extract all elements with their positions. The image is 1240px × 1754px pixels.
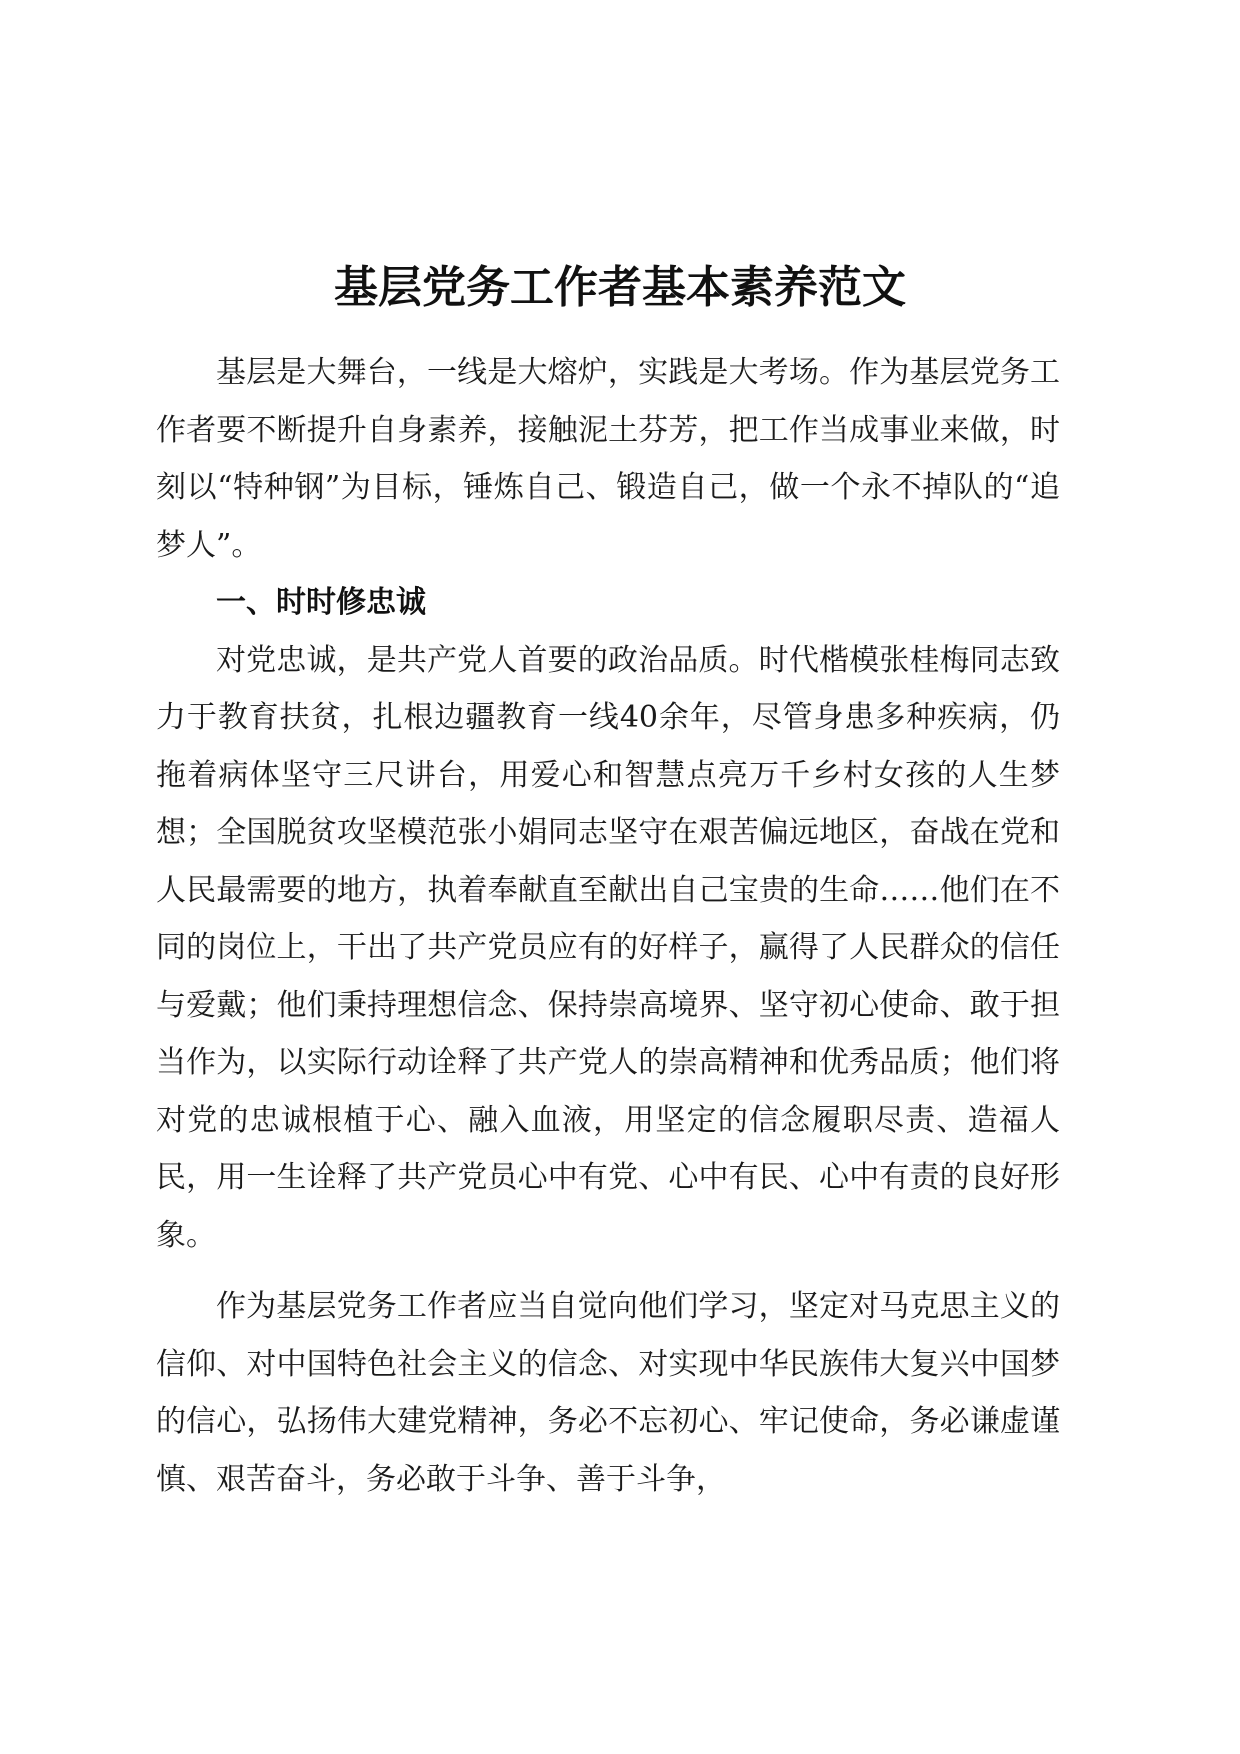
body-paragraph: 对党忠诚，是共产党人首要的政治品质。时代楷模张桂梅同志致力于教育扶贫，扎根边疆教育一线40余年，尽管身患多种疾病，仍拖着病体坚守三尺讲台，用爱心和智慧点亮万千乡村女孩的人生梦想；全国脱贫攻坚模范张小娟同志坚守在艰苦偏远地区，奋战在党和人民最需要的地方，执着奉献直至献出自己宝贵的生命……他们在不同的岗位上，干出了共产党员应有的好样子，赢得了人民群众的信任与爱戴；他们秉持理想信念、保持崇高境界、坚守初心使命、敢于担当作为，以实际行动诠释了共产党人的崇高精神和优秀品质；他们将对党的忠诚根植于心、融入血液，用坚定的信念履职尽责、造福人民，用一生诠释了共产党员心中有党、心中有民、心中有责的良好形象。 xyxy=(156,642,1060,1253)
body-paragraph: 作为基层党务工作者应当自觉向他们学习，坚定对马克思主义的信仰、对中国特色社会主义的信念、对实现中华民族伟大复兴中国梦的信心，弘扬伟大建党精神，务必不忘初心、牢记使命，务必谦虚谨慎、艰苦奋斗，务必敢于斗争、善于斗争， xyxy=(156,1289,1060,1497)
intro-paragraph: 基层是大舞台，一线是大熔炉，实践是大考场。作为基层党务工作者要不断提升自身素养，接触泥土芬芳，把工作当成事业来做，时刻以“特种钢”为目标，锤炼自己、锻造自己，做一个永不掉队的“追梦人”。 xyxy=(156,355,1060,563)
page-title: 基层党务工作者基本素养范文 xyxy=(334,262,906,313)
document-body xyxy=(156,344,1060,1508)
section-heading: 一、时时修忠诚 xyxy=(216,585,426,620)
